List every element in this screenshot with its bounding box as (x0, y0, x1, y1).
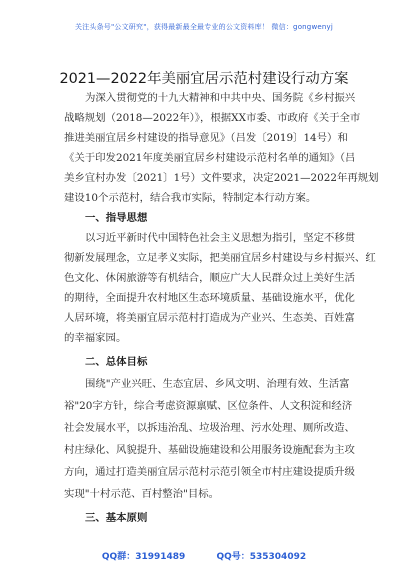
section2-line: 社会发展水平，以拆违治乱、垃圾治理、污水处理、厕所改造、 (64, 422, 355, 434)
document-title: 2021—2022年美丽宜居示范村建设行动方案 (59, 71, 349, 87)
section2-line: 围绕"产业兴旺、生态宜居、乡风文明、治理有效、生活富 (85, 378, 350, 390)
footer-qq-group: QQ群：31991489 (101, 552, 186, 562)
section-heading: 三、基本原则 (85, 512, 148, 524)
section2-line: 裕"20字方针，综合考虑资源禀赋、区位条件、人文积淀和经济 (64, 400, 353, 412)
section2-line: 实现"十村示范、百村整治"目标。 (64, 488, 220, 500)
section1-line: 的期待，全面提升农村地区生态环境质量、基础设施水平，优化 (64, 292, 355, 304)
intro-line: 建设10个示范村，结合我市实际，特制定本行动方案。 (64, 192, 317, 204)
header-banner: 关注头条号"公文研究"，获得最新最全最专业的公文资料库！ 微信：gongwenyj (74, 23, 334, 31)
section1-line: 的幸福家园。 (64, 332, 127, 344)
section1-line: 以习近平新时代中国特色社会主义思想为指引，坚定不移贯 (85, 232, 356, 244)
intro-line: 推进美丽宜居乡村建设的指导意见》（吕发〔2019〕14号）和 (64, 132, 348, 144)
intro-line: 美乡宜村办发〔2021〕1号）文件要求，决定2021—2022年再规划 (64, 172, 379, 184)
section2-line: 方向，通过打造美丽宜居示范村示范引领全市村庄建设提质升级 (64, 466, 355, 478)
footer-contact (0, 549, 408, 562)
intro-line: 战略规划（2018—2022年）》，根据XX市委、市政府《关于全市 (64, 112, 361, 124)
section2-line: 村庄绿化、风貌提升、基础设施建设和公用服务设施配套为主攻 (64, 444, 355, 456)
footer-qq: QQ号：535304092 (216, 552, 307, 562)
section1-line: 彻新发展理念，立足孝义实际，把美丽宜居乡村建设与乡村振兴、红 (64, 252, 376, 264)
section-heading: 一、指导思想 (85, 212, 148, 224)
intro-line: 《关于印发2021年度美丽宜居乡村建设示范村名单的通知》（吕 (64, 152, 356, 164)
section-heading: 二、总体目标 (85, 356, 148, 368)
section1-line: 色文化、休闲旅游等有机结合，顺应广大人民群众过上美好生活 (64, 272, 355, 284)
section1-line: 人居环境，将美丽宜居示范村打造成为产业兴、生态美、百姓富 (64, 312, 355, 324)
intro-line: 为深入贯彻党的十九大精神和中共中央、国务院《乡村振兴 (85, 92, 356, 104)
